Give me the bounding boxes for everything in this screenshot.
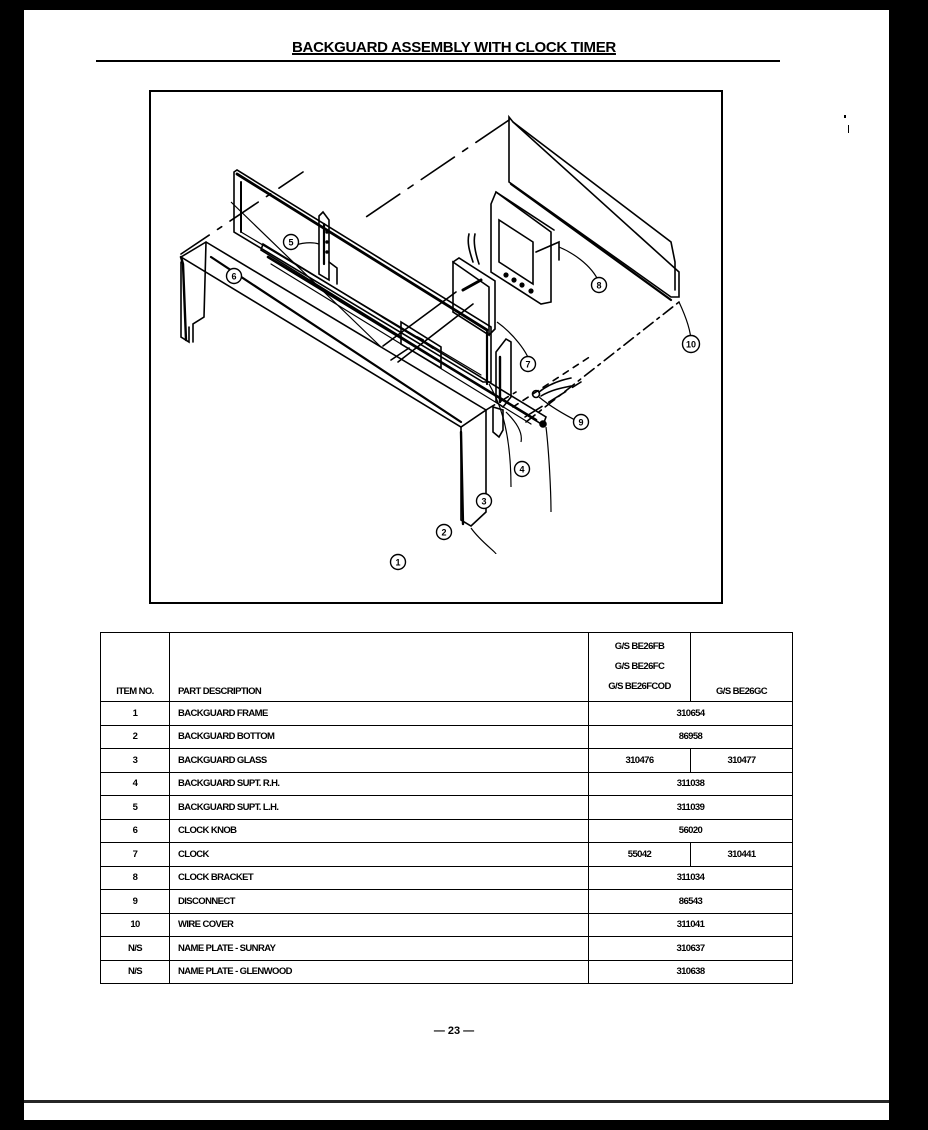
part-description: BACKGUARD BOTTOM bbox=[170, 725, 589, 749]
item-no: 6 bbox=[101, 819, 170, 843]
item-no: N/S bbox=[101, 960, 170, 984]
item-no: 10 bbox=[101, 913, 170, 937]
item-no: 8 bbox=[101, 866, 170, 890]
part-description: DISCONNECT bbox=[170, 890, 589, 914]
part-description: BACKGUARD SUPT. L.H. bbox=[170, 796, 589, 820]
callout-9 bbox=[574, 415, 589, 430]
table-row bbox=[101, 749, 793, 773]
page-number: — 23 — bbox=[433, 1025, 475, 1037]
header-model-group-1 bbox=[589, 633, 691, 702]
header-part-description: PART DESCRIPTION bbox=[170, 633, 589, 702]
svg-text:2: 2 bbox=[441, 527, 447, 538]
part-number-group-1: 55042 bbox=[589, 843, 691, 867]
part-number: 86958 bbox=[589, 725, 793, 749]
part-description: BACKGUARD GLASS bbox=[170, 749, 589, 773]
part-description: CLOCK BRACKET bbox=[170, 866, 589, 890]
part-number: 311034 bbox=[589, 866, 793, 890]
title-underline bbox=[96, 60, 780, 62]
svg-text:3: 3 bbox=[481, 496, 487, 507]
table-row bbox=[101, 937, 793, 961]
item-no: 5 bbox=[101, 796, 170, 820]
item-no: 3 bbox=[101, 749, 170, 773]
part-number-group-2: 310477 bbox=[691, 749, 793, 773]
item-no: 9 bbox=[101, 890, 170, 914]
table-row bbox=[101, 866, 793, 890]
table-row bbox=[101, 702, 793, 726]
header-item-no: ITEM NO. bbox=[101, 633, 170, 702]
table-header-row bbox=[101, 633, 793, 702]
part-number: 56020 bbox=[589, 819, 793, 843]
item-no: N/S bbox=[101, 937, 170, 961]
part-description: NAME PLATE - GLENWOOD bbox=[170, 960, 589, 984]
part-description: BACKGUARD SUPT. R.H. bbox=[170, 772, 589, 796]
svg-text:8: 8 bbox=[596, 280, 602, 291]
svg-text:9: 9 bbox=[578, 417, 584, 428]
item-no: 1 bbox=[101, 702, 170, 726]
callout-5 bbox=[284, 235, 299, 250]
table-row bbox=[101, 725, 793, 749]
scan-bottom-edge bbox=[24, 1100, 890, 1103]
svg-text:7: 7 bbox=[525, 359, 531, 370]
scan-edge bbox=[889, 0, 928, 1130]
table-row bbox=[101, 796, 793, 820]
exploded-diagram-drawing bbox=[151, 92, 721, 602]
svg-text:10: 10 bbox=[685, 339, 697, 350]
callout-3 bbox=[477, 494, 492, 509]
item-no: 2 bbox=[101, 725, 170, 749]
callout-1 bbox=[391, 555, 406, 570]
callout-7 bbox=[521, 357, 536, 372]
svg-text:1: 1 bbox=[395, 557, 401, 568]
model-be26fb: G/S BE26FB bbox=[614, 641, 665, 652]
callout-4 bbox=[515, 462, 530, 477]
part-number: 311041 bbox=[589, 913, 793, 937]
part-description: NAME PLATE - SUNRAY bbox=[170, 937, 589, 961]
table-row bbox=[101, 843, 793, 867]
part-number: 310637 bbox=[589, 937, 793, 961]
document-page bbox=[24, 10, 890, 1120]
part-number-group-1: 310476 bbox=[589, 749, 691, 773]
scan-speck bbox=[844, 115, 846, 118]
callout-8 bbox=[592, 278, 607, 293]
callout-2 bbox=[437, 525, 452, 540]
table-row bbox=[101, 890, 793, 914]
part-number: 86543 bbox=[589, 890, 793, 914]
part-number-group-2: 310441 bbox=[691, 843, 793, 867]
part-number: 311039 bbox=[589, 796, 793, 820]
exploded-view-diagram bbox=[149, 90, 723, 604]
model-be26fc: G/S BE26FC bbox=[614, 661, 665, 672]
part-description: CLOCK KNOB bbox=[170, 819, 589, 843]
table-row bbox=[101, 772, 793, 796]
page-title: BACKGUARD ASSEMBLY WITH CLOCK TIMER bbox=[292, 39, 616, 56]
part-number: 310654 bbox=[589, 702, 793, 726]
table-row bbox=[101, 960, 793, 984]
parts-table bbox=[100, 632, 793, 984]
item-no: 7 bbox=[101, 843, 170, 867]
part-number: 310638 bbox=[589, 960, 793, 984]
callout-10 bbox=[683, 336, 700, 353]
header-model-group-2: G/S BE26GC bbox=[691, 633, 793, 702]
part-description: CLOCK bbox=[170, 843, 589, 867]
part-description: WIRE COVER bbox=[170, 913, 589, 937]
scan-speck bbox=[848, 125, 849, 133]
item-no: 4 bbox=[101, 772, 170, 796]
part-description: BACKGUARD FRAME bbox=[170, 702, 589, 726]
part-number: 311038 bbox=[589, 772, 793, 796]
table-row bbox=[101, 819, 793, 843]
callout-6 bbox=[227, 269, 242, 284]
svg-text:6: 6 bbox=[231, 271, 237, 282]
model-be26fcod: G/S BE26FCOD bbox=[608, 681, 671, 692]
svg-text:5: 5 bbox=[288, 237, 294, 248]
table-row bbox=[101, 913, 793, 937]
svg-text:4: 4 bbox=[519, 464, 525, 475]
